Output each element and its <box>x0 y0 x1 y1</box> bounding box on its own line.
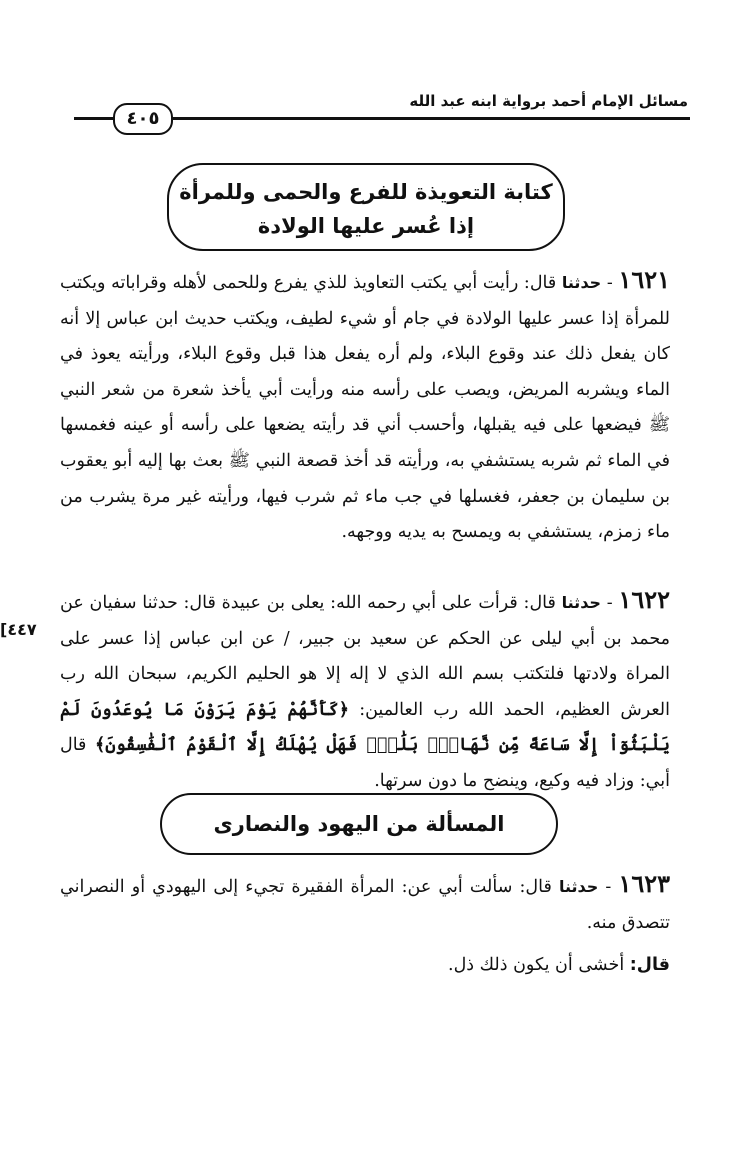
paragraph-number: ١٦٢٣ <box>618 869 670 898</box>
haddathana-label: حدثنا <box>561 593 601 612</box>
quran-verse: ﴿كَأَنَّهُمْ يَوْمَ يَرَوْنَ مَا يُوعَدُونَ لَمْ يَلْبَثُوٓاْ إِلَّا سَاعَةً مِّن نَّهَارٍۭ بَلَٰغٌۭ فَهَلْ يُهْلَكُ إِلَّا ٱلْقَوْمُ ٱلْفَٰسِقُونَ﴾ <box>60 699 670 756</box>
answer-paragraph <box>60 948 670 984</box>
paragraph-text: قال: رأيت أبي يكتب التعاويذ للذي يفرع وللحمى لأهله وقراباته ويكتب للمرأة إذا عسر عليها الولادة في جام أو شيء لطيف، ويكتب حديث ابن عباس إلا أنه كان يفعل ذلك عند وقوع البلاء، ولم أره يفعل هذا قبل وقوع البلاء، ورأيته يعوذ في الماء ويشربه المريض، ويصب على رأسه منه ورأيت أبي يأخذ شعرة من شعر النبي ﷺ فيضعها على فيه يقبلها، وأحسب أني قد رأيته يضعها على رأسه أو عينه فغمسها في الماء ثم شربه يستشفي به، ورأيته قد أخذ قصعة النبي ﷺ بعث بها إليه أبو يعقوب بن سليمان بن جعفر، فغسلها في جب ماء ثم شرب فيها، ورأيته غير مرة يشرب من ماء زمزم، يستشفي به ويمسح به يديه ووجهه. <box>60 273 670 543</box>
paragraph-1622 <box>60 582 670 800</box>
paragraph-number: ١٦٢١ <box>618 265 670 294</box>
header-rule <box>168 117 690 120</box>
section-heading-box <box>167 163 565 251</box>
qal-label: قال: <box>629 955 670 975</box>
paragraph-number: ١٦٢٢ <box>618 585 670 614</box>
paragraph-dash: - <box>598 877 619 897</box>
section-heading-box <box>160 793 558 855</box>
page-number: ٤٠٥ <box>113 103 173 135</box>
paragraph-1621 <box>60 262 670 551</box>
haddathana-label: حدثنا <box>558 877 599 896</box>
paragraph-text-end: قال أبي: وزاد فيه وكيع، وينضح ما دون سرتها. <box>60 735 670 791</box>
paragraph-dash: - <box>600 593 619 613</box>
paragraph-text: قال: قرأت على أبي رحمه الله: يعلى بن عبيدة قال: حدثنا سفيان عن محمد بن أبي ليلى عن الحكم عن سعيد بن جبير، / عن ابن عباس إذا عسر على المراة ولادتها فلتكتب بسم الله الذي لا إله إلا هو الحليم الكريم، سبحان الله رب العرش العظيم، الحمد الله رب العالمين: <box>60 593 670 720</box>
paragraph-text: قال: سألت أبي عن: المرأة الفقيرة تجيء إلى اليهودي أو النصراني تتصدق منه. <box>60 877 670 933</box>
paragraph-1623 <box>60 866 670 941</box>
header-rule-left <box>74 117 114 120</box>
paragraph-dash: - <box>601 273 619 293</box>
margin-page-reference: [٤٤٧ <box>0 620 37 639</box>
running-title: مسائل الإمام أحمد برواية ابنه عبد الله <box>409 92 688 110</box>
haddathana-label: حدثنا <box>561 273 602 292</box>
section-heading-title: المسألة من اليهود والنصارى <box>213 812 505 836</box>
answer-text: أخشى أن يكون ذلك ذل. <box>448 955 630 975</box>
section-heading-line1: كتابة التعويذة للفرع والحمى وللمرأة <box>179 180 553 204</box>
section-heading-line2: إذا عُسر عليها الولادة <box>257 214 475 238</box>
